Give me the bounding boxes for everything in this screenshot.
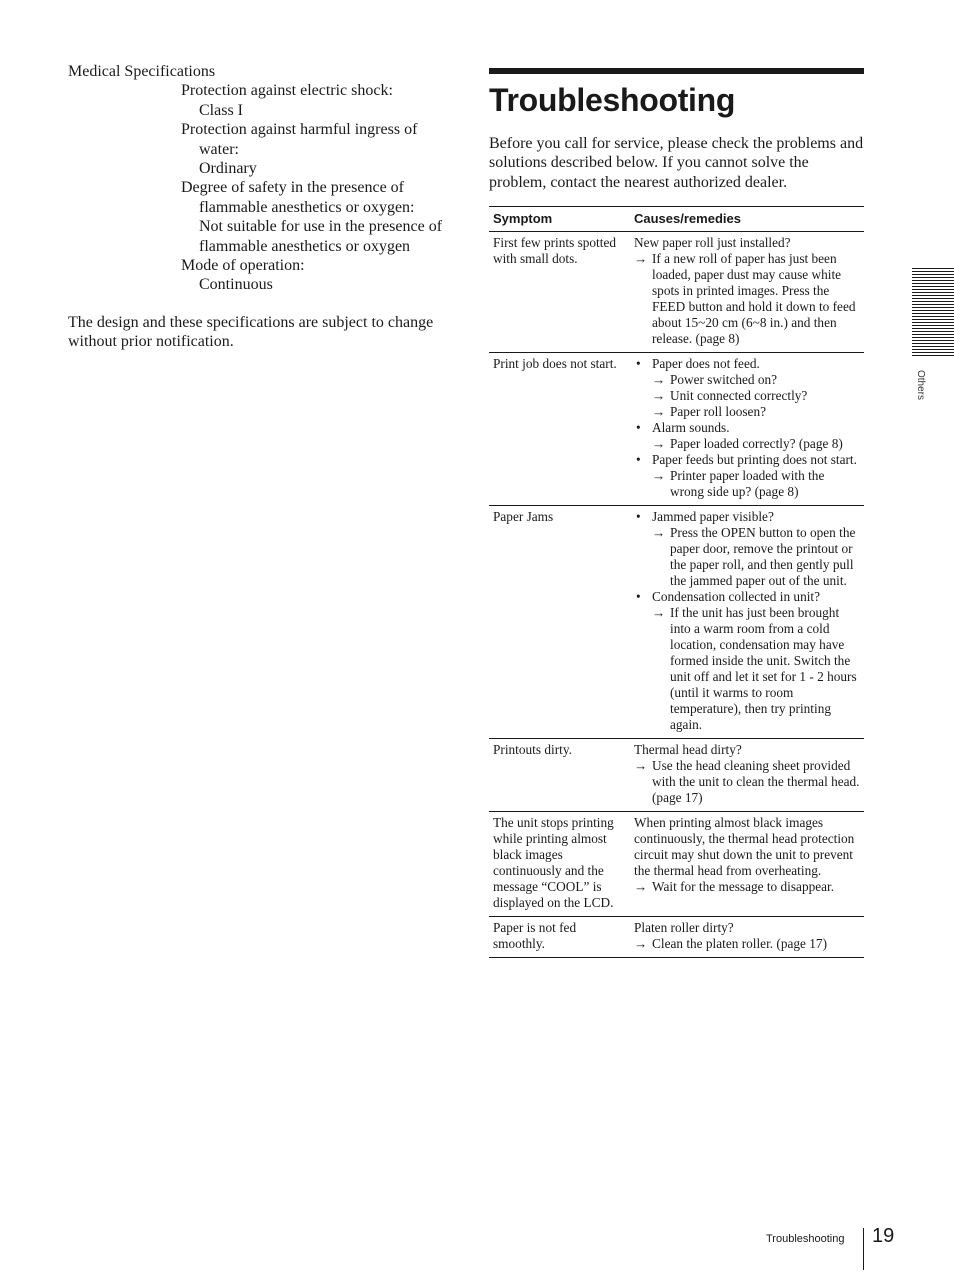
title-rule xyxy=(489,68,864,74)
spec-entry xyxy=(68,120,453,178)
medical-specifications xyxy=(68,62,453,352)
symptom-cell: Paper is not fed smoothly. xyxy=(489,917,630,958)
remedy-line xyxy=(634,758,860,806)
causes-cell xyxy=(630,812,864,917)
footer-section-label: Troubleshooting xyxy=(766,1233,845,1245)
bullet-item xyxy=(634,452,860,500)
bullet-item xyxy=(634,509,860,589)
remedy-text: If the unit has just been brought into a warm room from a cold location, condensation may have formed inside the unit. Switch the unit off and let it set for 1 - 2 hours (until it warms to room temperature), then try printing again. xyxy=(670,605,857,733)
side-tab-label: Others xyxy=(915,370,926,401)
spec-label: Protection against electric shock: xyxy=(181,82,393,100)
spec-value: Class I xyxy=(199,101,243,119)
table-row xyxy=(489,812,864,917)
table-row xyxy=(489,739,864,812)
table-row xyxy=(489,506,864,739)
remedy-text: Paper loaded correctly? (page 8) xyxy=(670,436,843,452)
arrow-icon: → xyxy=(652,372,666,388)
arrow-icon: → xyxy=(652,468,666,484)
table-row xyxy=(489,232,864,353)
remedy-text: Wait for the message to disappear. xyxy=(652,879,835,895)
bullet-text: • Paper feeds but printing does not start. xyxy=(652,452,857,468)
specs-heading: Medical Specifications xyxy=(68,63,216,80)
page-number: 19 xyxy=(872,1225,895,1247)
spec-value: Ordinary xyxy=(199,160,257,178)
remedy-text: Use the head cleaning sheet provided with the unit to clean the thermal head. (page 17) xyxy=(652,758,860,806)
spec-label: Degree of safety in the presence of flammable anesthetics or oxygen: xyxy=(181,179,415,216)
bullet-text: • Paper does not feed. xyxy=(652,356,760,372)
arrow-icon: → xyxy=(652,525,666,541)
symptom-cell: First few prints spotted with small dots. xyxy=(489,232,630,353)
table-header-row xyxy=(489,207,864,232)
symptom-cell: Paper Jams xyxy=(489,506,630,739)
bullet-item xyxy=(634,420,860,452)
causes-cell xyxy=(630,739,864,812)
bullet-text: • Jammed paper visible? xyxy=(652,509,774,525)
arrow-icon: → xyxy=(634,251,648,267)
arrow-icon: → xyxy=(634,879,648,895)
cause-lead: Thermal head dirty? xyxy=(634,742,742,758)
causes-cell xyxy=(630,506,864,739)
spec-value: Continuous xyxy=(199,276,273,294)
remedy-line xyxy=(634,251,860,347)
remedy-line xyxy=(652,525,860,589)
remedy-line xyxy=(652,372,860,388)
intro-paragraph: Before you call for service, please check the problems and solutions described below. If you cannot solve the problem, contact the nearest authorized dealer. xyxy=(489,135,864,191)
spec-entry xyxy=(68,178,453,256)
causes-header: Causes/remedies xyxy=(630,207,864,232)
spec-value: Not suitable for use in the presence of flammable anesthetics or oxygen xyxy=(199,218,443,255)
causes-cell xyxy=(630,353,864,506)
arrow-icon: → xyxy=(652,605,666,621)
symptom-cell: Print job does not start. xyxy=(489,353,630,506)
spec-label: Protection against harmful ingress of water: xyxy=(181,121,418,158)
remedy-line xyxy=(634,879,860,895)
page-title: Troubleshooting xyxy=(489,82,736,118)
troubleshooting-table xyxy=(489,206,864,958)
symptom-cell: The unit stops printing while printing almost black images continuously and the message “COOL” is displayed on the LCD. xyxy=(489,812,630,917)
table-row xyxy=(489,917,864,958)
table-row xyxy=(489,353,864,506)
remedy-line xyxy=(652,468,860,500)
arrow-icon: → xyxy=(652,404,666,420)
arrow-icon: → xyxy=(634,758,648,774)
bullet-text: • Condensation collected in unit? xyxy=(652,589,821,605)
remedy-text: Clean the platen roller. (page 17) xyxy=(652,936,828,952)
cause-lead: When printing almost black images continuously, the thermal head protection circuit may shut down the unit to prevent the thermal head from overheating. xyxy=(634,815,855,879)
spec-entry xyxy=(68,81,453,120)
remedy-line xyxy=(652,605,860,733)
cause-lead: Platen roller dirty? xyxy=(634,920,734,936)
remedy-line xyxy=(652,388,860,404)
footer-divider xyxy=(863,1228,864,1270)
remedy-line xyxy=(652,436,860,452)
cause-lead: New paper roll just installed? xyxy=(634,235,791,251)
bullet-item xyxy=(634,356,860,420)
bullet-text: • Alarm sounds. xyxy=(652,420,730,436)
remedy-text: If a new roll of paper has just been loaded, paper dust may cause white spots in printed images. Press the FEED button and hold it down to feed about 15~20 cm (6~8 in.) and then release. (page 8) xyxy=(652,251,856,347)
remedy-line xyxy=(652,404,860,420)
arrow-icon: → xyxy=(652,436,666,452)
remedy-line xyxy=(634,936,860,952)
troubleshooting-section xyxy=(489,68,864,958)
arrow-icon: → xyxy=(634,936,648,952)
remedy-text: Power switched on? xyxy=(670,372,778,388)
bullet-item xyxy=(634,589,860,733)
section-tab-marker xyxy=(912,268,954,358)
spec-entry xyxy=(68,256,453,295)
remedy-text: Press the OPEN button to open the paper door, remove the printout or the paper roll, and then gently pull the jammed paper out of the unit. xyxy=(670,525,856,589)
spec-label: Mode of operation: xyxy=(181,257,305,275)
symptom-cell: Printouts dirty. xyxy=(489,739,630,812)
symptom-header: Symptom xyxy=(489,207,630,232)
remedy-text: Printer paper loaded with the wrong side up? (page 8) xyxy=(670,468,825,500)
causes-cell xyxy=(630,232,864,353)
causes-cell xyxy=(630,917,864,958)
specs-note: The design and these specifications are subject to change without prior notification. xyxy=(68,313,434,351)
remedy-text: Paper roll loosen? xyxy=(670,404,767,420)
remedy-text: Unit connected correctly? xyxy=(670,388,808,404)
arrow-icon: → xyxy=(652,388,666,404)
